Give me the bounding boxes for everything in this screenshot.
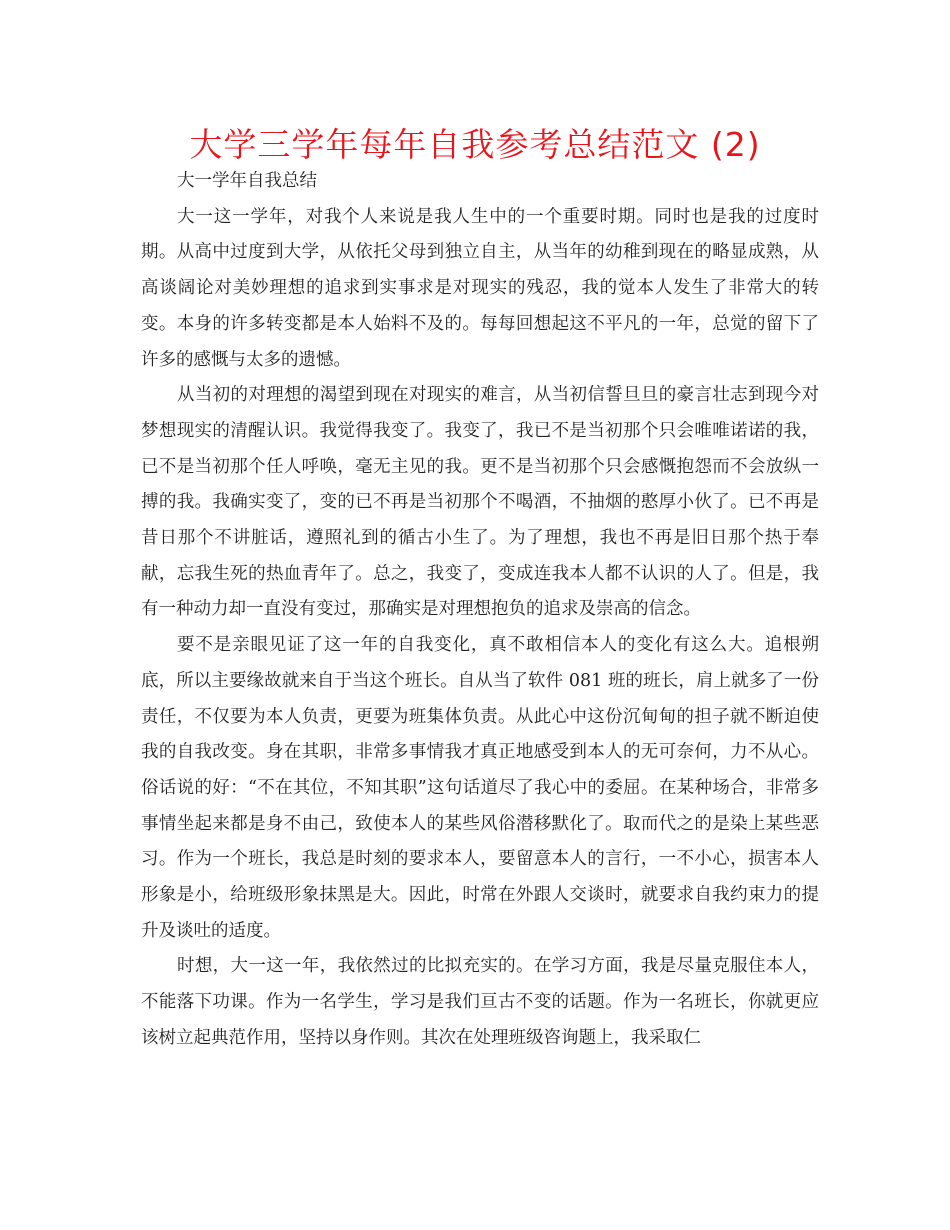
- paragraph: 大一这一学年，对我个人来说是我人生中的一个重要时期。同时也是我的过度时期。从高中过度到大学，从依托父母到独立自主，从当年的幼稚到现在的略显成熟，从高谈阔论对美妙理想的追求到实事求是对现实的残忍，我的觉本人发生了非常大的转变。本身的许多转变都是本人始料不及的。每每回想起这不平凡的一年，总觉的留下了许多的感慨与太多的遗憾。: [141, 206, 819, 370]
- document-title: 大学三学年每年自我参考总结范文 (2): [189, 125, 761, 164]
- paragraph: 要不是亲眼见证了这一年的自我变化，真不敢相信本人的变化有这么大。追根朔底，所以主要缘故就来自于当这个班长。自从当了软件 081 班的班长，肩上就多了一份责任，不仅要为本人负责，更要为班集体负责。从此心中这份沉甸甸的担子就不断迫使我的自我改变。身在其职，非常多事情我才真正地感受到本人的无可奈何，力不从心。俗话说的好：“不在其位，不知其职”这句话道尽了我心中的委屈。在某种场合，非常多事情坐起来都是身不由己，致使本人的某些风俗潜移默化了。取而代之的是染上某些恶习。作为一个班长，我总是时刻的要求本人，要留意本人的言行，一不小心，损害本人形象是小，给班级形象抹黑是大。因此，时常在外跟人交谈时，就要求自我约束力的提升及谈吐的适度。: [141, 635, 819, 941]
- paragraph: 从当初的对理想的渴望到现在对现实的难言，从当初信誓旦旦的豪言壮志到现今对梦想现实的清醒认识。我觉得我变了。我变了，我已不是当初那个只会唯唯诺诺的我，已不是当初那个任人呼唤，毫无主见的我。更不是当初那个只会感慨抱怨而不会放纵一搏的我。我确实变了，变的已不再是当初那个不喝酒，不抽烟的憨厚小伙了。已不再是昔日那个不讲脏话，遵照礼到的循古小生了。为了理想，我也不再是旧日那个热于奉献，忘我生死的热血青年了。总之，我变了，变成连我本人都不认识的人了。但是，我有一种动力却一直没有变过，那确实是对理想抱负的追求及崇高的信念。: [141, 385, 819, 620]
- document-body: [141, 164, 819, 1057]
- section-heading: 大一学年自我总结: [177, 171, 317, 191]
- paragraph: 时想，大一这一年，我依然过的比拟充实的。在学习方面，我是尽量克服住本人，不能落下功课。作为一名学生，学习是我们亘古不变的话题。作为一名班长，你就更应该树立起典范作用，坚持以身作则。其次在处理班级咨询题上，我采取仁: [141, 956, 819, 1048]
